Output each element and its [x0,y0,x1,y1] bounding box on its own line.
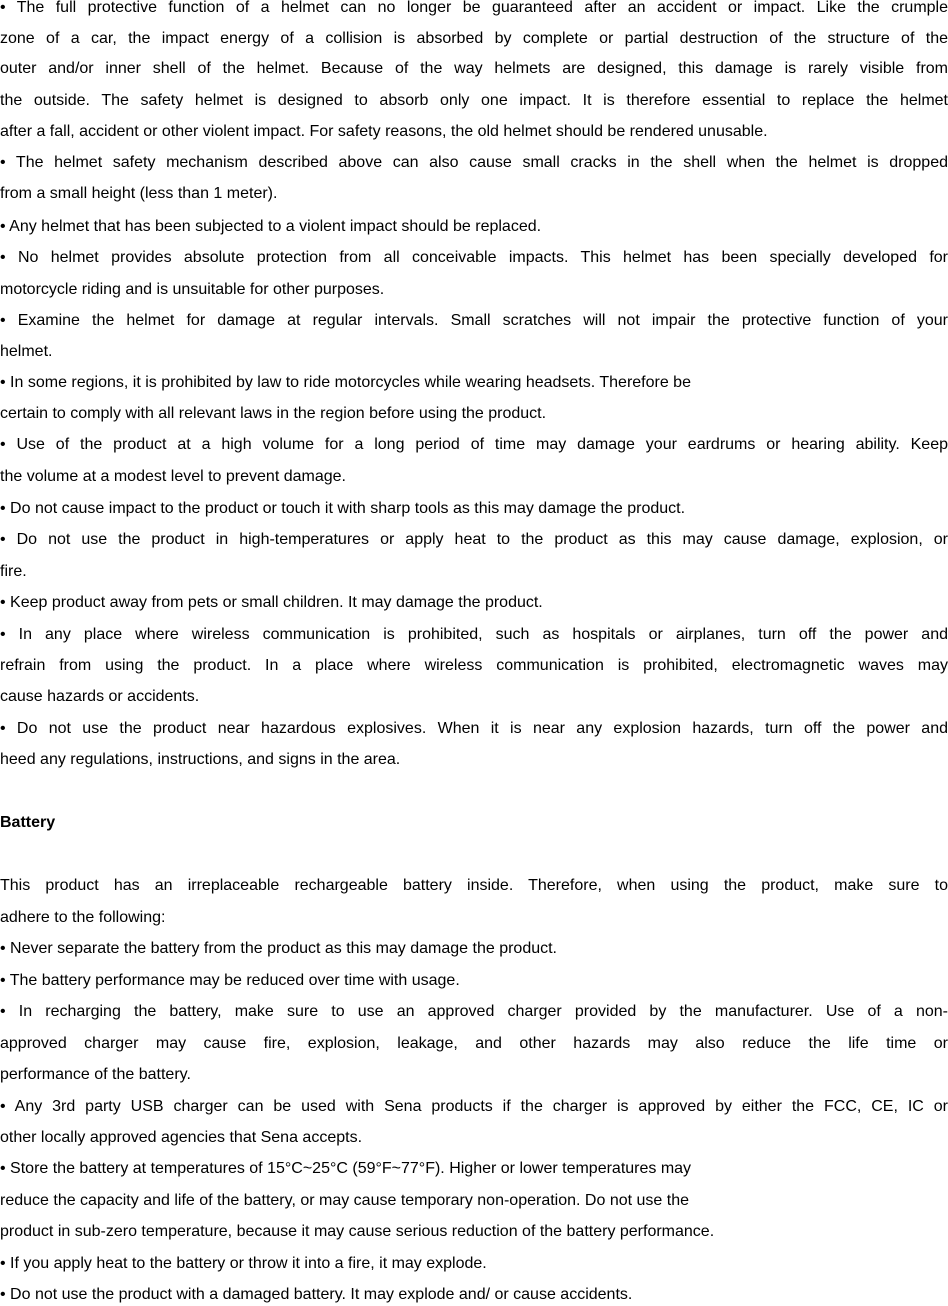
bullet-line: • Any helmet that has been subjected to a violent impact should be replaced. [0,218,542,235]
bullet-line: other locally approved agencies that Sena accepts. [0,1129,363,1146]
helmet-paragraph-line: outer and/or inner shell of the helmet. Because of the way helmets are designed, this damage is rarely visible from [0,60,948,77]
bullet-line: • Do not cause impact to the product or touch it with sharp tools as this may damage the product. [0,500,686,517]
bullet-line: helmet. [0,343,53,360]
bullet-line: • Never separate the battery from the product as this may damage the product. [0,940,557,957]
helmet-paragraph-line: zone of a car, the impact energy of a collision is absorbed by complete or partial destruction of the structure of the [0,30,948,47]
bullet-line: cause hazards or accidents. [0,688,200,705]
bullet-line: the volume at a modest level to prevent damage. [0,468,346,485]
bullet-line: • Examine the helmet for damage at regular intervals. Small scratches will not impair the protective function of your [0,312,948,329]
helmet-paragraph-line: • The full protective function of a helmet can no longer be guaranteed after an accident or impact. Like the crumple [0,0,948,16]
bullet-line: • The battery performance may be reduced over time with usage. [0,972,460,989]
bullet-line: approved charger may cause fire, explosion, leakage, and other hazards may also reduce the life time or [0,1035,948,1052]
bullet-line: heed any regulations, instructions, and signs in the area. [0,751,401,768]
bullet-line: product in sub-zero temperature, because it may cause serious reduction of the battery performance. [0,1223,715,1240]
bullet-line: • Do not use the product in high-temperatures or apply heat to the product as this may cause damage, explosion, or [0,531,948,548]
bullet-line: • If you apply heat to the battery or throw it into a fire, it may explode. [0,1255,487,1272]
bullet-line: motorcycle riding and is unsuitable for other purposes. [0,281,385,298]
bullet-line: • Use of the product at a high volume for a long period of time may damage your eardrums or hearing ability. Keep [0,436,948,453]
helmet-paragraph-line: after a fall, accident or other violent impact. For safety reasons, the old helmet should be rendered unusable. [0,123,768,140]
bullet-line: • Any 3rd party USB charger can be used with Sena products if the charger is approved by either the FCC, CE, IC or [0,1098,948,1115]
bullet-line: performance of the battery. [0,1066,191,1083]
bullet-line: • The helmet safety mechanism described above can also cause small cracks in the shell when the helmet is dropped [0,154,948,171]
helmet-paragraph-line: the outside. The safety helmet is designed to absorb only one impact. It is therefore essential to replace the helmet [0,92,948,109]
battery-intro-line: adhere to the following: [0,909,166,926]
bullet-line: • In some regions, it is prohibited by law to ride motorcycles while wearing headsets. Therefore be [0,374,691,391]
bullet-line: • In any place where wireless communication is prohibited, such as hospitals or airplanes, turn off the power and [0,626,948,643]
bullet-line: certain to comply with all relevant laws in the region before using the product. [0,405,547,422]
bullet-line: • Do not use the product with a damaged battery. It may explode and/ or cause accidents. [0,1286,633,1303]
bullet-line: • Keep product away from pets or small children. It may damage the product. [0,594,543,611]
bullet-line: • Do not use the product near hazardous explosives. When it is near any explosion hazards, turn off the power and [0,720,948,737]
bullet-line: fire. [0,563,27,580]
bullet-line: • No helmet provides absolute protection from all conceivable impacts. This helmet has been specially developed for [0,249,948,266]
bullet-line: reduce the capacity and life of the battery, or may cause temporary non-operation. Do not use the [0,1192,689,1209]
battery-intro-line: This product has an irreplaceable rechargeable battery inside. Therefore, when using the product, make sure to [0,877,948,894]
bullet-line: from a small height (less than 1 meter). [0,185,278,202]
bullet-line: refrain from using the product. In a place where wireless communication is prohibited, electromagnetic waves may [0,657,948,674]
section-heading-battery: Battery [0,814,56,831]
bullet-line: • Store the battery at temperatures of 15°C~25°C (59°F~77°F). Higher or lower temperatures may [0,1160,692,1177]
bullet-line: • In recharging the battery, make sure to use an approved charger provided by the manufacturer. Use of a non- [0,1003,948,1020]
